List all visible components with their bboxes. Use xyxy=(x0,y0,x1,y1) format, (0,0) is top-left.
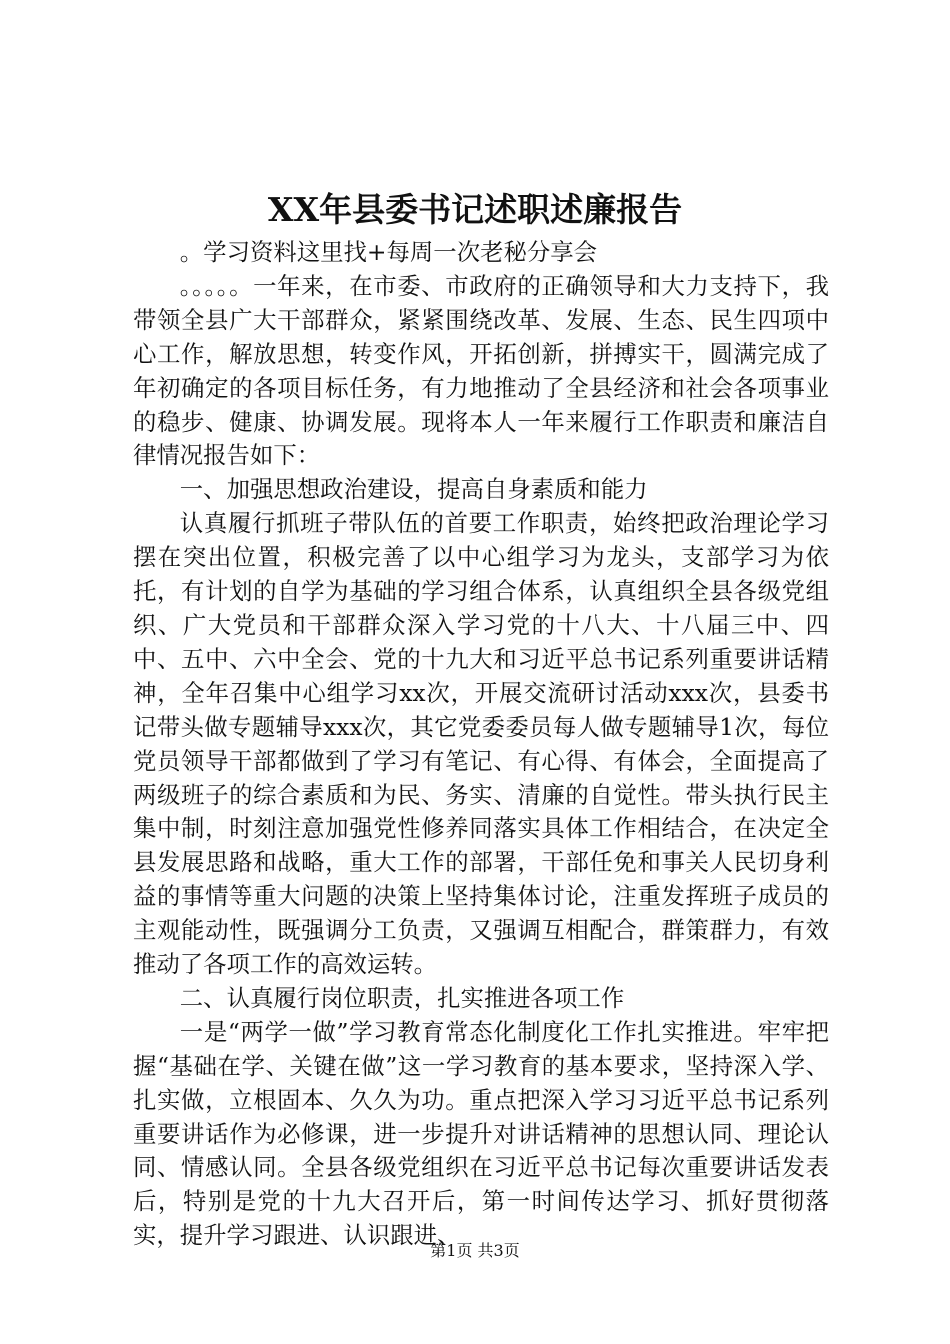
paragraph-intro: 。。。。。一年来，在市委、市政府的正确领导和大力支持下，我带领全县广大干部群众，紧紧围绕改革、发展、生态、民生四项中心工作，解放思想，转变作风，开拓创新，拼搏实干，圆满完成了年初确定的各项目标任务，有力地推动了全县经济和社会各项事业的稳步、健康、协调发展。现将本人一年来履行工作职责和廉洁自律情况报告如下： xyxy=(133,271,829,470)
paragraph-notice: 。学习资料这里找+每周一次老秘分享会 xyxy=(179,238,598,266)
section-heading-1: 一、加强思想政治建设，提高自身素质和能力 xyxy=(179,475,648,504)
document-body xyxy=(133,236,829,1253)
paragraph-section-2: 一是“两学一做”学习教育常态化制度化工作扎实推进。牢牢把握“基础在学、关键在做”这一学习教育的基本要求，坚持深入学、扎实做，立根固本、久久为功。重点把深入学习习近平总书记系列重要讲话作为必修课，进一步提升对讲话精神的思想认同、理论认同、情感认同。全县各级党组织在习近平总书记每次重要讲话发表后，特别是党的十九大召开后，第一时间传达学习、抓好贯彻落实，提升学习跟进、认识跟进、 xyxy=(133,1017,829,1250)
section-heading-2: 二、认真履行岗位职责，扎实推进各项工作 xyxy=(179,983,625,1012)
page-footer: 第1页 共3页 xyxy=(430,1241,520,1260)
document-title: XX年县委书记述职述廉报告 xyxy=(267,190,683,229)
paragraph-section-1: 认真履行抓班子带队伍的首要工作职责，始终把政治理论学习摆在突出位置，积极完善了以中心组学习为龙头，支部学习为依托，有计划的自学为基础的学习组合体系，认真组织全县各级党组织、广大党员和干部群众深入学习党的十八大、十八届三中、四中、五中、六中全会、党的十九大和习近平总书记系列重要讲话精神，全年召集中心组学习xx次，开展交流研讨活动xxx次，县委书记带头做专题辅导xxx次，其它党委委员每人做专题辅导1次，每位党员领导干部都做到了学习有笔记、有心得、有体会，全面提高了两级班子的综合素质和为民、务实、清廉的自觉性。带头执行民主集中制，时刻注意加强党性修养同落实具体工作相结合，在决定全县发展思路和战略，重大工作的部署，干部任免和事关人民切身利益的事情等重大问题的决策上坚持集体讨论，注重发挥班子成员的主观能动性，既强调分工负责，又强调互相配合，群策群力，有效推动了各项工作的高效运转。 xyxy=(133,509,829,979)
